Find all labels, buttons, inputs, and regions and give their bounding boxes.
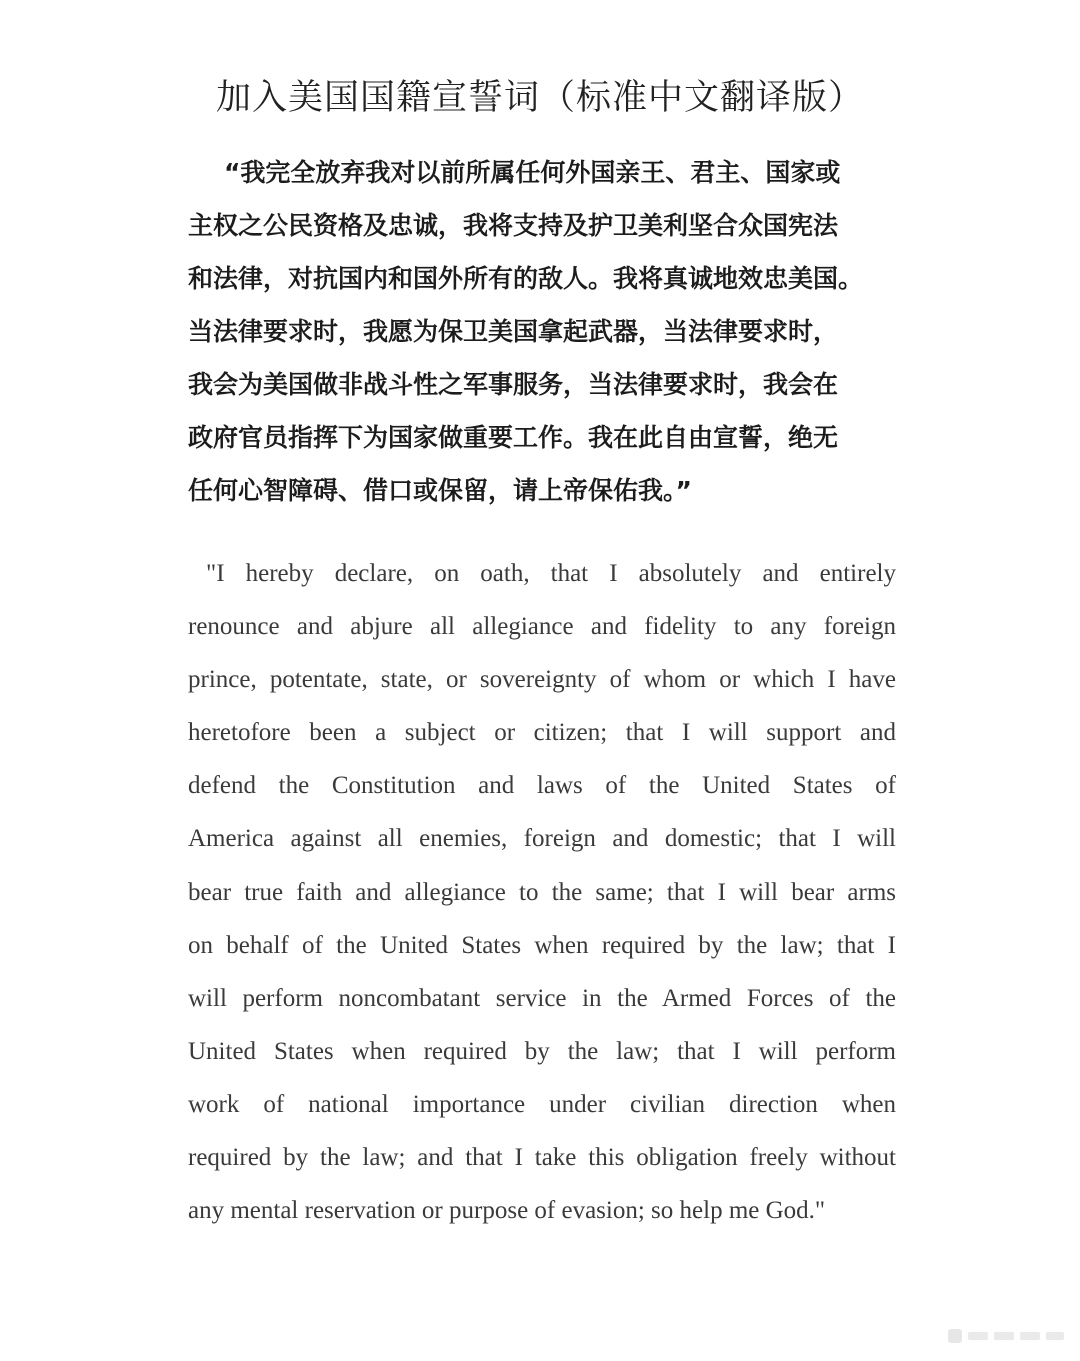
chinese-line: 任何心智障碍、借口或保留，请上帝保佑我。” [188,476,692,505]
english-line: will perform noncombatant service in the Armed Forces of the [188,984,896,1012]
english-line: renounce and abjure all allegiance and fidelity to any foreign [188,613,896,641]
platform-watermark-icon [946,1323,1066,1349]
chinese-oath-paragraph [188,146,903,517]
chinese-line: “我完全放弃我对以前所属任何外国亲王、君主、国家或 [224,158,841,187]
english-line: heretofore been a subject or citizen; that I will support and [188,719,896,747]
chinese-line: 和法律，对抗国内和国外所有的敌人。我将真诚地效忠美国。 [188,264,864,293]
english-line: defend the Constitution and laws of the United States of [188,772,896,800]
chinese-line: 当法律要求时，我愿为保卫美国拿起武器，当法律要求时， [188,317,839,346]
english-line: on behalf of the United States when required by the law; that I [188,931,896,959]
chinese-line: 政府官员指挥下为国家做重要工作。我在此自由宣誓，绝无 [188,423,839,452]
english-oath-paragraph [188,547,896,1237]
english-line: required by the law; and that I take this obligation freely without [188,1144,896,1172]
english-line: bear true faith and allegiance to the same; that I will bear arms [188,878,896,906]
english-line: "I hereby declare, on oath, that I absolutely and entirely [206,560,896,587]
english-line: America against all enemies, foreign and domestic; that I will [188,825,896,853]
chinese-line: 主权之公民资格及忠诚，我将支持及护卫美利坚合众国宪法 [188,211,839,240]
document-title: 加入美国国籍宣誓词（标准中文翻译版） [215,78,864,118]
english-line: prince, potentate, state, or sovereignty of whom or which I have [188,666,896,694]
english-line: work of national importance under civilian direction when [188,1090,896,1118]
chinese-line: 我会为美国做非战斗性之军事服务，当法律要求时，我会在 [188,370,839,399]
english-line: any mental reservation or purpose of evasion; so help me God." [188,1197,826,1225]
english-line: United States when required by the law; that I will perform [188,1037,896,1065]
